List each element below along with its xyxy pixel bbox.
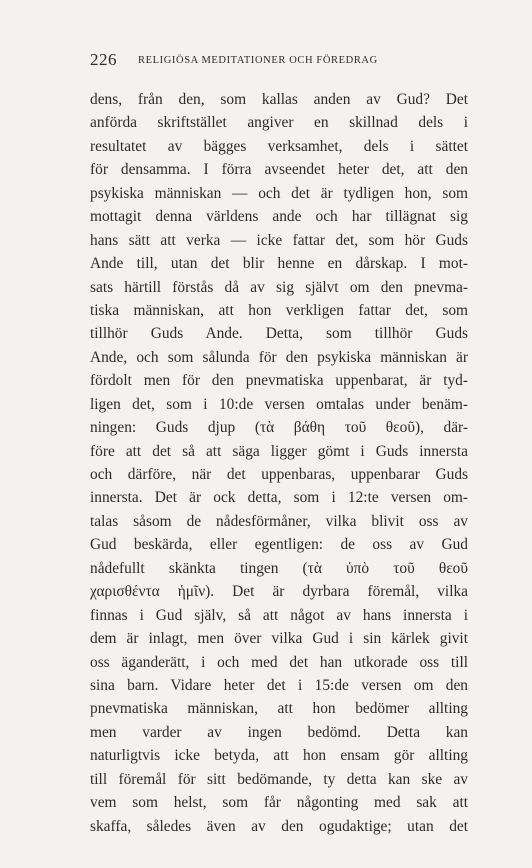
- text-line: men varder av ingen bedömd. Detta kan: [90, 723, 468, 741]
- text-line: ningen: Guds djup (τὰ βάθη τοῦ θεοῦ), där-: [90, 419, 468, 437]
- running-head: [90, 50, 462, 74]
- text-line: för densamma. I förra avseendet heter det, att den: [90, 161, 468, 179]
- text-line: tiska människan, att hon verkligen fattar det, som: [90, 301, 468, 319]
- text-line: pnevmatiska människan, att hon bedömer allting: [90, 700, 468, 718]
- text-line: resultatet av bägges verksamhet, dels i sättet: [90, 137, 468, 155]
- text-line: χαρισθέντα ἡμῖν). Det är dyrbara föremål, vilka: [90, 583, 468, 601]
- text-line: oss äganderätt, i och med det han utkorade oss till: [90, 653, 468, 671]
- text-line: finnas i Gud själv, så att något av hans innersta i: [90, 606, 468, 624]
- text-line: Gud beskärda, eller egentligen: de oss av Gud: [90, 536, 468, 554]
- text-line: dem är inlagt, men över vilka Gud i sin kärlek givit: [90, 630, 468, 648]
- text-line: Ande, och som sålunda för den psykiska människan är: [90, 348, 468, 366]
- text-line: Ande till, utan det blir henne en dårskap. I mot-: [90, 255, 468, 273]
- text-line: vem som helst, som får någonting med sak att: [90, 794, 468, 812]
- text-line: hans sätt att verka — icke fattar det, som hör Guds: [90, 231, 468, 249]
- text-line: nådefullt skänkta tingen (τὰ ὑπὸ τοῦ θεοῦ: [90, 559, 468, 577]
- text-line: tillhör Guds Ande. Detta, som tillhör Guds: [90, 325, 468, 343]
- text-line: anförda skriftstället angiver en skillnad dels i: [90, 114, 468, 132]
- text-line: och därföre, när det uppenbaras, uppenbarar Guds: [90, 466, 468, 483]
- text-line: talas såsom de nådesförmåner, vilka blivit oss av: [90, 512, 468, 530]
- text-line: sats härtill förstås då av sig självt om den pnevma-: [90, 278, 468, 296]
- running-title: RELIGIÖSA MEDITATIONER OCH FÖREDRAG: [138, 55, 378, 66]
- text-line: naturligtvis icke betyda, att hon ensam gör allting: [90, 747, 468, 765]
- text-line: innersta. Det är ock detta, som i 12:te versen om-: [90, 489, 468, 507]
- body-text: [90, 88, 468, 838]
- text-line: skaffa, således även av den ogudaktige; utan det: [90, 817, 468, 835]
- text-line: fördolt men för den pnevmatiska uppenbarat, är tyd-: [90, 372, 468, 390]
- page-number: 226: [90, 50, 117, 69]
- text-line: före att det så att säga ligger gömt i Guds innersta: [90, 442, 468, 460]
- text-line: dens, från den, som kallas anden av Gud? Det: [90, 91, 468, 108]
- text-line: mottagit denna världens ande och har tillägnat sig: [90, 208, 468, 226]
- text-line: till föremål för sitt bedömande, ty detta kan ske av: [90, 770, 468, 788]
- text-line: ligen det, som i 10:de versen omtalas under benäm-: [90, 395, 468, 413]
- text-line: psykiska människan — och det är tydligen hon, som: [90, 184, 468, 202]
- text-line: sina barn. Vidare heter det i 15:de versen om den: [90, 676, 468, 694]
